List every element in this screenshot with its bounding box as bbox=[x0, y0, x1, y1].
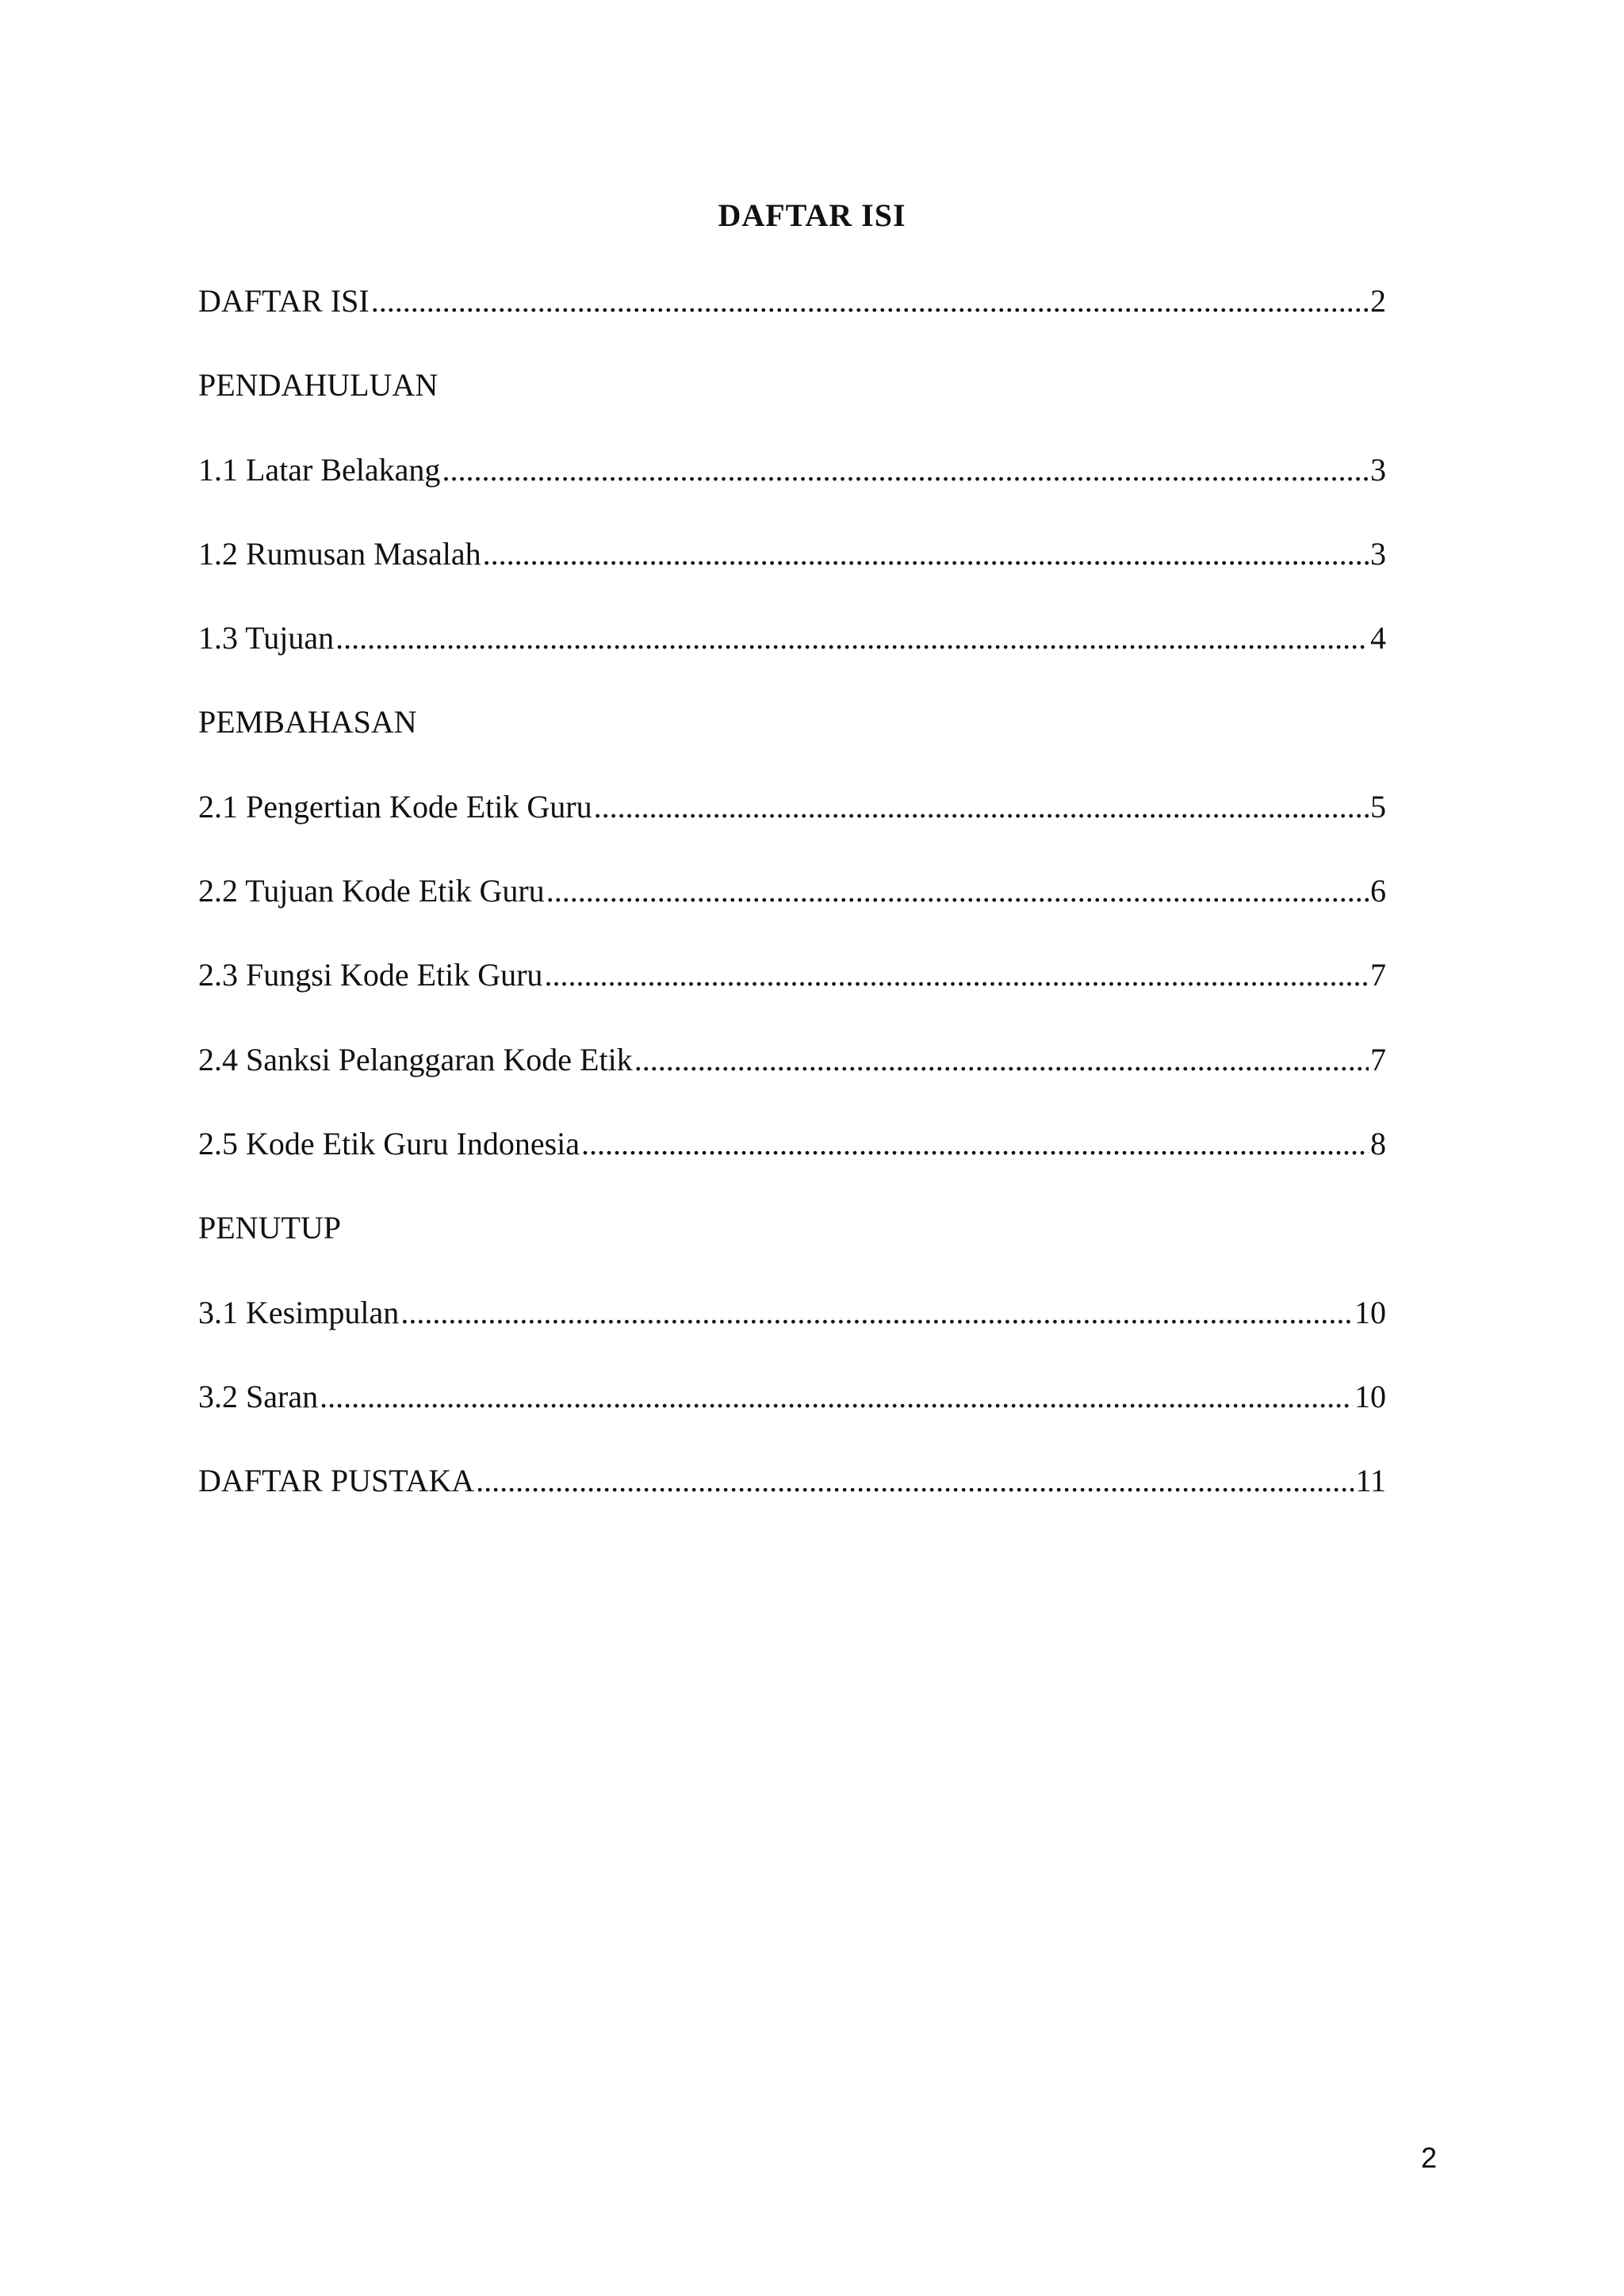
toc-entry-daftar-pustaka[interactable] bbox=[198, 1457, 1386, 1541]
toc-dot-leader bbox=[581, 1120, 1369, 1168]
toc-entry-1-3[interactable] bbox=[198, 614, 1386, 698]
toc-entry-page: 7 bbox=[1370, 1041, 1386, 1077]
toc-entry-2-5[interactable] bbox=[198, 1120, 1386, 1204]
toc-dot-leader bbox=[400, 1289, 1353, 1337]
toc-entry-label: DAFTAR ISI bbox=[198, 283, 370, 319]
toc-dot-leader bbox=[476, 1457, 1354, 1505]
toc-entry-label: 3.2 Saran bbox=[198, 1378, 319, 1414]
toc-entry-page: 6 bbox=[1370, 873, 1386, 909]
toc-section-label: PENUTUP bbox=[198, 1210, 342, 1246]
toc-dot-leader bbox=[483, 530, 1369, 578]
toc-entry-label: 1.3 Tujuan bbox=[198, 620, 335, 656]
page-number: 2 bbox=[1420, 2141, 1437, 2174]
toc-entry-page: 8 bbox=[1370, 1125, 1386, 1161]
toc-entry-label: 3.1 Kesimpulan bbox=[198, 1294, 400, 1330]
toc-dot-leader bbox=[544, 951, 1369, 999]
toc-dot-leader bbox=[335, 614, 1369, 662]
toc-entry-page: 10 bbox=[1354, 1378, 1386, 1414]
toc-entry-page: 11 bbox=[1355, 1463, 1386, 1499]
toc-entry-2-1[interactable] bbox=[198, 783, 1386, 867]
toc-entry-label: 2.4 Sanksi Pelanggaran Kode Etik bbox=[198, 1041, 633, 1077]
toc-entry-label: 1.1 Latar Belakang bbox=[198, 451, 441, 488]
toc-entry-label: 2.2 Tujuan Kode Etik Guru bbox=[198, 873, 545, 909]
toc-dot-leader bbox=[634, 1036, 1369, 1084]
toc-dot-leader bbox=[320, 1373, 1353, 1421]
toc-section-pendahuluan bbox=[198, 362, 1386, 446]
toc-entry-label: DAFTAR PUSTAKA bbox=[198, 1463, 475, 1499]
toc-entry-page: 5 bbox=[1370, 788, 1386, 825]
toc-entry-label: 1.2 Rumusan Masalah bbox=[198, 535, 481, 572]
toc-entry-2-3[interactable] bbox=[198, 951, 1386, 1035]
toc-section-pembahasan bbox=[198, 698, 1386, 783]
toc-entry-1-2[interactable] bbox=[198, 530, 1386, 614]
toc-entry-page: 3 bbox=[1370, 451, 1386, 488]
toc-dot-leader bbox=[594, 783, 1369, 831]
toc-entry-2-2[interactable] bbox=[198, 867, 1386, 951]
toc-entry-page: 3 bbox=[1370, 535, 1386, 572]
toc-entry-label: 2.5 Kode Etik Guru Indonesia bbox=[198, 1125, 580, 1161]
toc-entry-page: 4 bbox=[1370, 620, 1386, 656]
toc-entry-3-1[interactable] bbox=[198, 1289, 1386, 1373]
toc-entry-page: 2 bbox=[1370, 283, 1386, 319]
toc-dot-leader bbox=[442, 446, 1369, 494]
toc-dot-leader bbox=[371, 277, 1369, 325]
toc-entry-page: 7 bbox=[1370, 957, 1386, 993]
toc-section-label: PENDAHULUAN bbox=[198, 367, 439, 404]
toc-entry-label: 2.1 Pengertian Kode Etik Guru bbox=[198, 788, 592, 825]
toc-entry-1-1[interactable] bbox=[198, 446, 1386, 530]
toc-entry-page: 10 bbox=[1354, 1294, 1386, 1330]
toc-entry-label: 2.3 Fungsi Kode Etik Guru bbox=[198, 957, 543, 993]
toc-entry-2-4[interactable] bbox=[198, 1036, 1386, 1120]
table-of-contents bbox=[198, 277, 1386, 1541]
toc-section-penutup bbox=[198, 1204, 1386, 1288]
toc-section-label: PEMBAHASAN bbox=[198, 704, 417, 740]
page-title: DAFTAR ISI bbox=[718, 197, 906, 233]
toc-entry-daftar-isi[interactable] bbox=[198, 277, 1386, 362]
toc-entry-3-2[interactable] bbox=[198, 1373, 1386, 1457]
toc-dot-leader bbox=[546, 867, 1369, 915]
